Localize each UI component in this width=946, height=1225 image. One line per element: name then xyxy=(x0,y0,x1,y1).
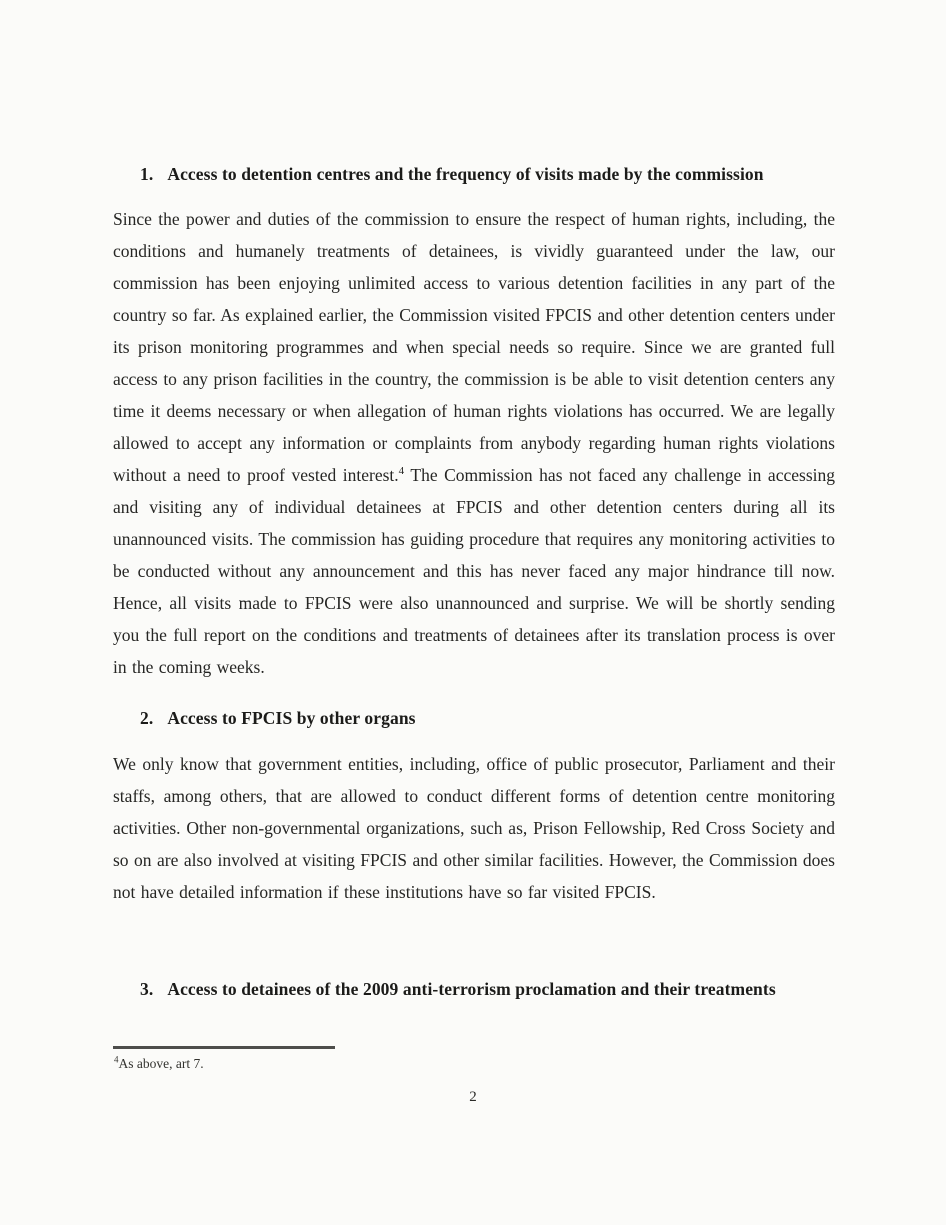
page-number: 2 xyxy=(469,1089,477,1105)
section-2-title: Access to FPCIS by other organs xyxy=(167,708,416,728)
section-3-title: Access to detainees of the 2009 anti-terrorism proclamation and their treatments xyxy=(167,979,776,999)
section-2-number: 2. xyxy=(140,708,154,728)
section-1-paragraph xyxy=(113,203,835,683)
section-3-heading xyxy=(140,976,776,1002)
section-2-paragraph: We only know that government entities, including, office of public prosecutor, Parliament and their staffs, among others, that are allowed to conduct different forms of detention centre monitoring activities. Other non-governmental organizations, such as, Prison Fellowship, Red Cross Society and so on are also involved at visiting FPCIS and other similar facilities. However, the Commission does not have detailed information if these institutions have so far visited FPCIS. xyxy=(113,754,835,902)
section-1-title: Access to detention centres and the frequency of visits made by the commission xyxy=(167,164,764,184)
footnote-text: As above, art 7. xyxy=(118,1056,204,1071)
footnote-reference-marker: 4 xyxy=(398,465,405,478)
footnote xyxy=(114,1055,204,1073)
section-2-heading xyxy=(140,705,416,731)
section-1-number: 1. xyxy=(140,164,154,184)
paragraph-text: Since the power and duties of the commission to ensure the respect of human rights, including, the conditions and humanely treatments of detainees, is vividly guaranteed under the law, our commission has been enjoying unlimited access to various detention facilities in any part of the country so far. As explained earlier, the Commission visited FPCIS and other detention centers under its prison monitoring programmes and when special needs so require. Since we are granted full access to any prison facilities in the country, the commission is be able to visit detention centers any time it deems necessary or when allegation of human rights violations has occurred. We are legally allowed to accept any information or complaints from anybody regarding human rights violations without a need to proof vested interest. xyxy=(113,209,835,485)
section-1-heading xyxy=(140,161,764,187)
paragraph-text: The Commission has not faced any challenge in accessing and visiting any of individual detainees at FPCIS and other detention centers during all its unannounced visits. The commission has guiding procedure that requires any monitoring activities to be conducted without any announcement and this has never faced any major hindrance till now. Hence, all visits made to FPCIS were also unannounced and surprise. We will be shortly sending you the full report on the conditions and treatments of detainees after its translation process is over in the coming weeks. xyxy=(113,465,835,677)
section-3-number: 3. xyxy=(140,979,154,999)
footnote-number: 4 xyxy=(114,1054,119,1065)
footnote-separator-rule xyxy=(113,1046,335,1049)
